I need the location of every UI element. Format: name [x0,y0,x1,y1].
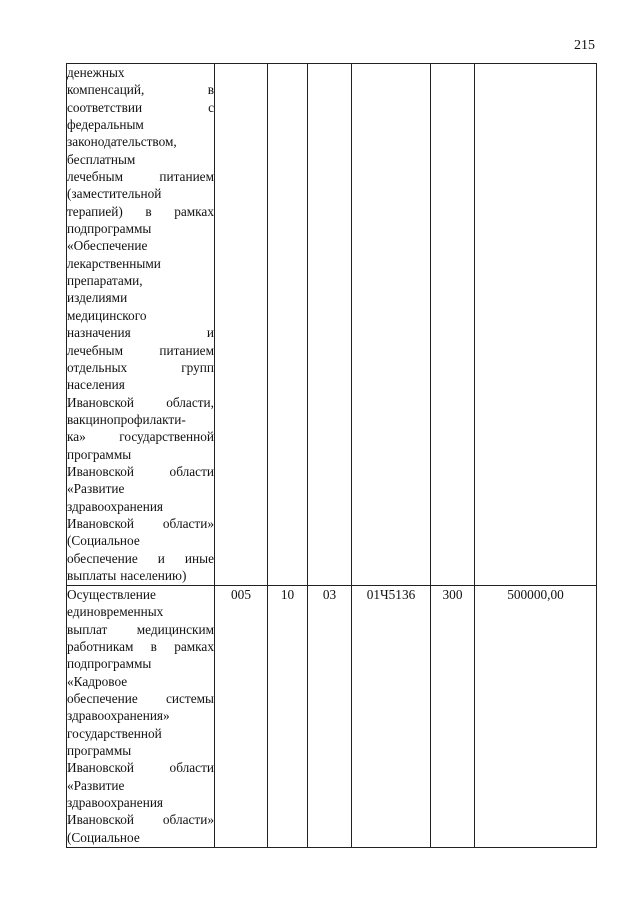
description-line: обеспечение системы [67,691,214,707]
description-line: единовременных [67,604,164,620]
description-line: государственной [67,725,162,741]
section-cell [268,64,308,586]
description-line: изделиями [67,290,128,306]
description-line: федеральным [67,117,144,133]
admin-code-cell: 005 [215,586,268,848]
amount-cell: 500000,00 [475,586,597,848]
description-line: подпрограммы [67,656,152,672]
description-line: «Обеспечение [67,238,148,254]
description-line: «Кадровое [67,673,128,689]
description-line: обеспечение и иные [67,550,214,566]
budget-table [66,63,597,848]
description-line: выплат медицинским [67,621,214,637]
description-line: населения [67,377,125,393]
description-line: (Социальное [67,829,140,845]
description-line: медицинского [67,307,147,323]
description-line: «Развитие [67,777,125,793]
description-line: Ивановской области, [67,394,214,410]
description-line: отдельных групп [67,359,214,375]
subsection-cell [308,64,352,586]
table-row [67,64,597,586]
description-line: (Социальное [67,533,140,549]
description-line: Осуществление [67,587,156,602]
description-line: Ивановской области [67,463,214,479]
description-line: препаратами, [67,273,143,289]
amount-cell [475,64,597,586]
description-line: соответствии с [67,99,214,115]
description-line: законодательством, [67,134,177,150]
description-line: здравоохранения [67,498,164,514]
description-line: Ивановской области» [67,812,214,828]
description-line: лечебным питанием [67,342,214,358]
description-line: «Развитие [67,481,125,497]
description-line: программы [67,446,132,462]
description-line: терапией) в рамках [67,203,214,219]
target-article-cell [352,64,431,586]
description-line: Ивановской области [67,760,214,776]
description-line: Ивановской области» [67,515,214,531]
description-line: компенсаций, в [67,82,214,98]
target-article-cell: 01Ч5136 [352,586,431,848]
admin-code-cell [215,64,268,586]
page-number: 215 [574,38,595,53]
description-line: выплаты населению) [67,567,187,583]
row-description [67,586,215,848]
section-cell: 10 [268,586,308,848]
expense-type-cell: 300 [431,586,475,848]
description-line: работникам в рамках [67,639,214,655]
description-line: лечебным питанием [67,169,214,185]
description-line: подпрограммы [67,221,152,237]
table-row [67,586,597,848]
description-line: денежных [67,65,125,80]
description-line: здравоохранения» [67,708,170,724]
description-line: вакцинопрофилакти- [67,411,186,427]
description-line: бесплатным [67,151,136,167]
row-description [67,64,215,586]
description-line: программы [67,743,132,759]
description-line: назначения и [67,325,214,341]
expense-type-cell [431,64,475,586]
description-line: ка» государственной [67,429,214,445]
description-line: лекарственными [67,255,161,271]
description-line: здравоохранения [67,795,164,811]
description-line: (заместительной [67,186,162,202]
subsection-cell: 03 [308,586,352,848]
